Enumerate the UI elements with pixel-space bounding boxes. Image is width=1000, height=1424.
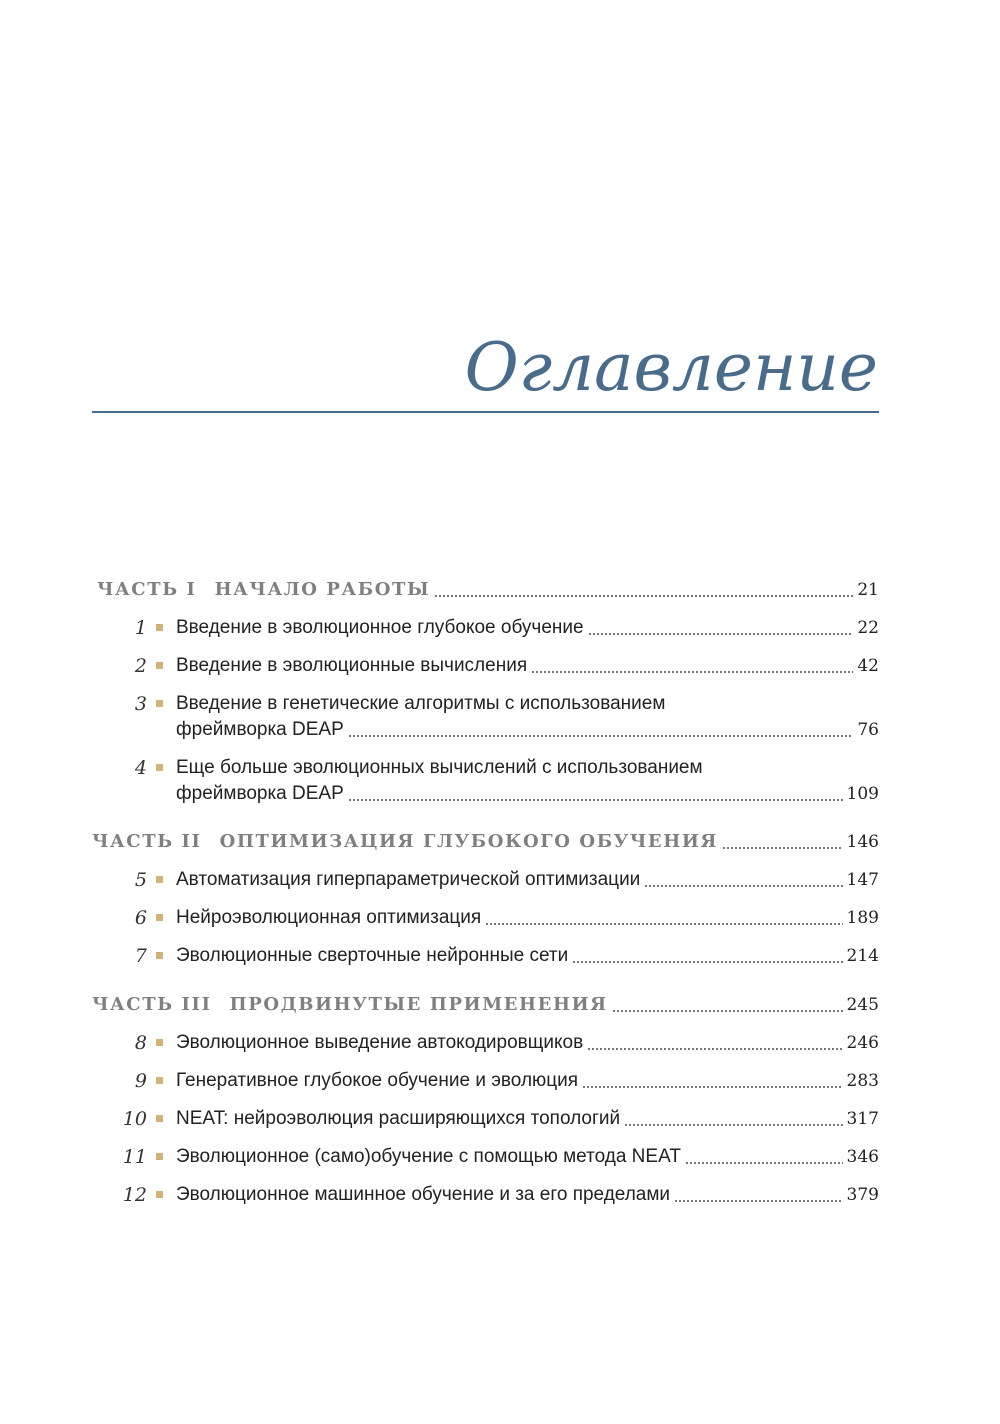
chapter-title: Нейроэволюционная оптимизация <box>176 907 482 928</box>
chapter-title-continued: фреймворка DEAP <box>176 719 344 740</box>
part-number: ЧАСТЬ I <box>97 579 197 600</box>
chapter-number: 4 <box>134 757 147 779</box>
square-bullet-icon <box>156 1039 163 1046</box>
dot-leader <box>644 885 842 887</box>
page-number: 147 <box>846 870 879 890</box>
dot-leader <box>674 1200 843 1202</box>
chapter-title: Эволюционное выведение автокодировщиков <box>176 1032 584 1053</box>
part-label <box>92 993 608 1017</box>
chapter-title: Эволюционные сверточные нейронные сети <box>176 945 569 966</box>
page-number: 283 <box>846 1071 879 1091</box>
page-number: 189 <box>846 908 879 928</box>
dot-leader <box>348 735 854 737</box>
chapter-title: Введение в генетические алгоритмы с использованием <box>176 693 666 714</box>
dot-leader <box>624 1124 842 1126</box>
dot-leader <box>612 1010 843 1012</box>
square-bullet-icon <box>156 952 163 959</box>
dot-leader <box>434 595 853 597</box>
chapter-number: 12 <box>122 1184 147 1206</box>
chapter-title: Введение в эволюционное глубокое обучение <box>176 617 584 638</box>
dot-leader <box>588 633 854 635</box>
chapter-number: 1 <box>134 617 147 639</box>
page-number: 246 <box>846 1033 879 1053</box>
chapter-number: 11 <box>122 1146 147 1168</box>
part-name: ОПТИМИЗАЦИЯ ГЛУБОКОГО ОБУЧЕНИЯ <box>219 831 718 852</box>
chapter-number: 6 <box>134 907 147 929</box>
page-title: Оглавление <box>464 329 878 406</box>
chapter-title: Еще больше эволюционных вычислений с использованием <box>176 757 703 778</box>
part-number: ЧАСТЬ III <box>92 994 212 1015</box>
page-number: 146 <box>846 832 879 852</box>
page-number: 245 <box>846 995 879 1015</box>
chapter-number: 3 <box>134 693 147 715</box>
square-bullet-icon <box>156 1153 163 1160</box>
chapter-number: 7 <box>134 945 147 967</box>
dot-leader <box>582 1086 842 1088</box>
chapter-title: NEAT: нейроэволюция расширяющихся топологий <box>176 1108 621 1129</box>
part-number: ЧАСТЬ II <box>92 831 202 852</box>
chapter-number: 5 <box>134 869 147 891</box>
chapter-title: Введение в эволюционные вычисления <box>176 655 528 676</box>
square-bullet-icon <box>156 624 163 631</box>
dot-leader <box>572 961 842 963</box>
square-bullet-icon <box>156 700 163 707</box>
chapter-title-continued: фреймворка DEAP <box>176 783 344 804</box>
square-bullet-icon <box>156 662 163 669</box>
square-bullet-icon <box>156 764 163 771</box>
chapter-number: 2 <box>134 655 147 677</box>
dot-leader <box>722 847 843 849</box>
page-number: 21 <box>857 580 879 600</box>
dot-leader <box>685 1162 843 1164</box>
page-number: 42 <box>857 656 879 676</box>
chapter-number: 9 <box>134 1070 147 1092</box>
page-number: 214 <box>846 946 879 966</box>
square-bullet-icon <box>156 876 163 883</box>
part-label <box>92 830 718 854</box>
square-bullet-icon <box>156 914 163 921</box>
part-label <box>97 578 430 602</box>
chapter-number: 10 <box>122 1108 147 1130</box>
square-bullet-icon <box>156 1115 163 1122</box>
dot-leader <box>348 799 843 801</box>
page-number: 379 <box>846 1185 879 1205</box>
part-name: ПРОДВИНУТЫЕ ПРИМЕНЕНИЯ <box>229 994 608 1015</box>
page-number: 76 <box>857 720 879 740</box>
part-name: НАЧАЛО РАБОТЫ <box>214 579 431 600</box>
dot-leader <box>485 923 842 925</box>
chapter-title: Генеративное глубокое обучение и эволюция <box>176 1070 579 1091</box>
page-number: 109 <box>846 784 879 804</box>
chapter-title: Эволюционное машинное обучение и за его пределами <box>176 1184 671 1205</box>
square-bullet-icon <box>156 1191 163 1198</box>
chapter-title: Автоматизация гиперпараметрической оптимизации <box>176 869 641 890</box>
chapter-title: Эволюционное (само)обучение с помощью метода NEAT <box>176 1146 681 1167</box>
dot-leader <box>587 1048 842 1050</box>
dot-leader <box>531 671 853 673</box>
page-number: 317 <box>846 1109 879 1129</box>
page-number: 22 <box>857 618 879 638</box>
square-bullet-icon <box>156 1077 163 1084</box>
chapter-number: 8 <box>134 1032 147 1054</box>
page-number: 346 <box>846 1147 879 1167</box>
